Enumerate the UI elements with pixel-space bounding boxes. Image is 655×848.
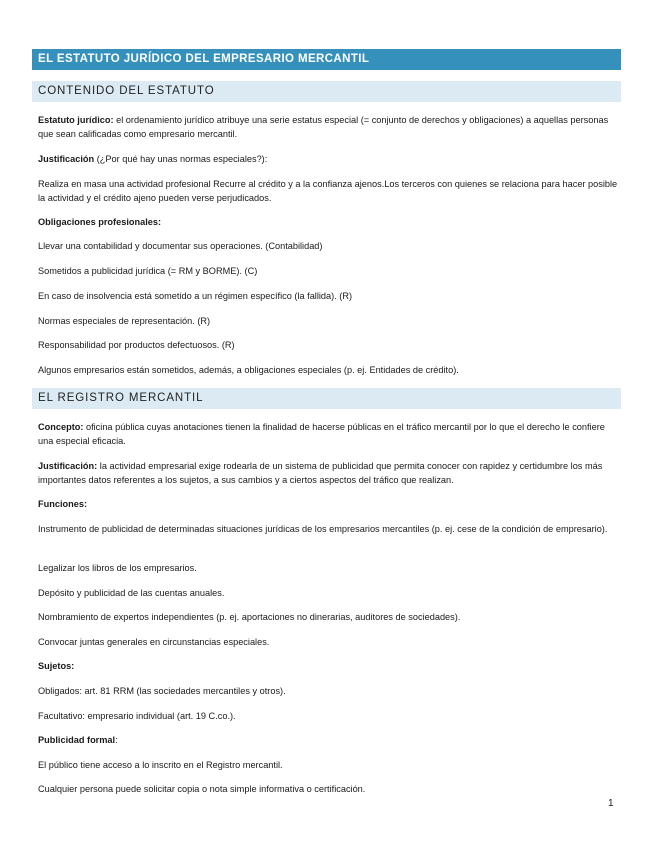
paragraph-concepto <box>38 421 618 448</box>
publicidad-label-suffix: : <box>115 735 118 745</box>
list-item: Algunos empresarios están sometidos, además, a obligaciones especiales (p. ej. Entidades de crédito). <box>38 365 459 375</box>
document-title: EL ESTATUTO JURÍDICO DEL EMPRESARIO MERCANTIL <box>32 49 621 70</box>
list-item: Legalizar los libros de los empresarios. <box>38 563 197 573</box>
list-item: Cualquier persona puede solicitar copia o nota simple informativa o certificación. <box>38 784 366 794</box>
list-item: Facultativo: empresario individual (art. 19 C.co.). <box>38 711 236 721</box>
list-item: Obligados: art. 81 RRM (las sociedades mercantiles y otros). <box>38 686 286 696</box>
list-item: Nombramiento de expertos independientes (p. ej. aportaciones no dinerarias, auditores de sociedades). <box>38 612 461 622</box>
estatuto-label: Estatuto jurídico: <box>38 115 114 125</box>
list-item: Responsabilidad por productos defectuosos. (R) <box>38 340 235 350</box>
list-item: Llevar una contabilidad y documentar sus operaciones. (Contabilidad) <box>38 241 323 251</box>
estatuto-text: el ordenamiento jurídico atribuye una serie estatus especial (= conjunto de derechos y obligaciones) a aquellas personas que sean calificadas como empresario mercantil. <box>38 115 609 139</box>
publicidad-label <box>38 734 618 748</box>
list-item: Instrumento de publicidad de determinadas situaciones jurídicas de los empresarios mercantiles (p. ej. cese de la condición de empresario). <box>38 524 608 534</box>
list-item: Convocar juntas generales en circunstancias especiales. <box>38 637 270 647</box>
section-heading-contenido: CONTENIDO DEL ESTATUTO <box>32 81 621 102</box>
sujetos-label <box>38 660 618 674</box>
justificacion-label: Justificación <box>38 154 95 164</box>
section-heading-registro: EL REGISTRO MERCANTIL <box>32 388 621 409</box>
page-number: 1 <box>608 798 614 809</box>
concepto-label: Concepto: <box>38 422 84 432</box>
paragraph-justificacion <box>38 153 618 167</box>
paragraph-estatuto <box>38 114 618 141</box>
list-item: Sometidos a publicidad jurídica (= RM y BORME). (C) <box>38 266 258 276</box>
sujetos-label-text: Sujetos: <box>38 661 75 671</box>
obligaciones-label <box>38 216 618 230</box>
funciones-label-text: Funciones: <box>38 499 88 509</box>
paragraph-justificacion-registro <box>38 460 618 487</box>
list-item: Normas especiales de representación. (R) <box>38 316 211 326</box>
list-item: Depósito y publicidad de las cuentas anuales. <box>38 588 225 598</box>
justificacion-registro-label: Justificación: <box>38 461 98 471</box>
concepto-text: oficina pública cuyas anotaciones tienen la finalidad de hacerse públicas en el tráfico mercantil por lo que el derecho le confiere una especial eficacia. <box>38 422 605 446</box>
funciones-label <box>38 498 618 512</box>
obligaciones-label-text: Obligaciones profesionales: <box>38 217 162 227</box>
paragraph-justificacion-body: Realiza en masa una actividad profesional Recurre al crédito y a la confianza ajenos.Los terceros con quienes se relaciona para hacer posible la actividad y el crédito ajeno pueden verse perjudicados. <box>38 179 618 203</box>
list-item: En caso de insolvencia está sometido a un régimen específico (la fallida). (R) <box>38 291 353 301</box>
justificacion-text: (¿Por qué hay unas normas especiales?): <box>94 154 268 164</box>
list-item: El público tiene acceso a lo inscrito en el Registro mercantil. <box>38 760 283 770</box>
justificacion-registro-text: la actividad empresarial exige rodearla de un sistema de publicidad que permita conocer con rapidez y certidumbre los más importantes datos referentes a los sujetos, a sus cambios y a ciertos aspectos del tráfico que realizan. <box>38 461 603 485</box>
publicidad-label-text: Publicidad formal <box>38 735 116 745</box>
